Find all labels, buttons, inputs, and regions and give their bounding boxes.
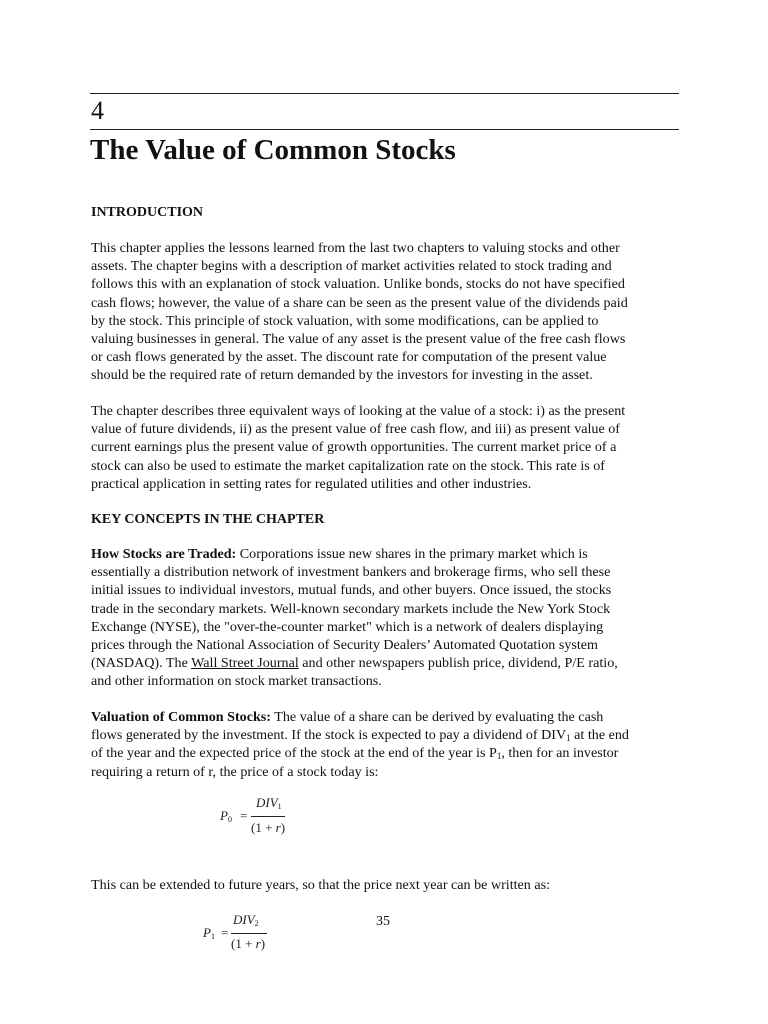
text-line: stock can also be used to estimate the market capitalization rate on the stock. This rate is of — [91, 457, 605, 474]
text-line: of the year and the expected price of the stock at the end of the year is $P_1$, then for an investor — [91, 745, 619, 762]
text-line: The chapter describes three equivalent ways of looking at the value of a stock: i) as the present — [91, 403, 626, 419]
equation-denominator: (1 + r) — [251, 820, 286, 835]
extension-paragraph — [91, 876, 681, 894]
intro-paragraph-1 — [91, 239, 681, 385]
fraction-bar — [251, 816, 285, 817]
equation-p0 — [218, 792, 308, 842]
text-line: (NASDAQ). The Wall Street Journal and other newspapers publish price, dividend, P/E ratio, — [91, 655, 618, 672]
text-line: follows this with an explanation of stock valuation. Unlike bonds, stocks do not have specified — [91, 276, 625, 293]
text-line: essentially a distribution network of investment bankers and brokerage firms, who sell these — [91, 564, 611, 581]
how-stocks-traded-term: How Stocks are Traded: — [91, 546, 237, 562]
equation-lhs: $P_0$ — [220, 808, 232, 824]
text-line: prices through the National Association of Security Dealers’ Automated Quotation system — [91, 637, 599, 654]
text-line: practical application in setting rates for regulated utilities and other industries. — [91, 475, 532, 492]
text-line: cash flows; however, the value of a share can be seen as the present value of the dividends paid — [91, 294, 628, 311]
text-line: This can be extended to future years, so that the price next year can be written as: — [91, 877, 551, 893]
equation-equals: = — [221, 925, 229, 940]
text-line: requiring a return of r, the price of a stock today is: — [91, 763, 379, 780]
intro-paragraph-2 — [91, 402, 681, 493]
equation-equals: = — [240, 808, 248, 823]
wall-street-journal-title: Wall Street Journal — [191, 655, 299, 672]
text-line: current earnings plus the present value of growth opportunities. The current market price of a — [91, 439, 617, 456]
text-line: and other information on stock market transactions. — [91, 673, 382, 690]
title-rule — [90, 129, 679, 130]
valuation-term: Valuation of Common Stocks: — [91, 709, 271, 725]
page-number: 35 — [376, 914, 390, 929]
text-line: value of future dividends, ii) as the present value of free cash flow, and iii) as present value of — [91, 421, 620, 438]
text-line: flows generated by the investment. If the stock is expected to pay a dividend of $DIV_1$ at the end — [91, 727, 629, 744]
key-concepts-heading: KEY CONCEPTS IN THE CHAPTER — [91, 512, 325, 527]
text-line: should be the required rate of return demanded by the investors for investing in the asset. — [91, 367, 593, 384]
equation-numerator: $DIV_2$ — [233, 912, 259, 928]
equation-p1 — [201, 911, 291, 961]
introduction-heading: INTRODUCTION — [91, 205, 204, 220]
text-line: How Stocks are Traded: Corporations issue new shares in the primary market which is — [91, 546, 588, 562]
text-line: trade in the secondary markets. Well-known secondary markets include the New York Stock — [91, 600, 611, 617]
text-line: Valuation of Common Stocks: The value of a share can be derived by evaluating the cash — [91, 709, 604, 725]
text-line: or cash flows generated by the asset. The discount rate for computation of the present value — [91, 349, 607, 366]
chapter-number: 4 — [91, 96, 104, 125]
how-stocks-traded-paragraph — [91, 545, 681, 691]
text-line: by the stock. This principle of stock valuation, with some modifications, can be applied to — [91, 312, 599, 329]
text-line: Exchange (NYSE), the "over-the-counter market" which is a network of dealers displaying — [91, 618, 604, 635]
equation-numerator: $DIV_1$ — [256, 795, 282, 811]
equation-denominator: (1 + r) — [231, 936, 266, 951]
text-line: assets. The chapter begins with a description of market activities related to stock trading and — [91, 258, 612, 275]
equation-lhs: $P_1$ — [203, 925, 215, 941]
text-line: This chapter applies the lessons learned from the last two chapters to valuing stocks and other — [91, 240, 620, 256]
valuation-paragraph — [91, 708, 681, 781]
text-line: initial issues to individual investors, mutual funds, and other buyers. Once issued, the stocks — [91, 582, 612, 599]
chapter-title: The Value of Common Stocks — [90, 134, 456, 166]
text-line: valuing businesses in general. The value of any asset is the present value of the free cash flows — [91, 331, 626, 348]
fraction-bar — [231, 933, 267, 934]
top-rule — [90, 93, 679, 94]
